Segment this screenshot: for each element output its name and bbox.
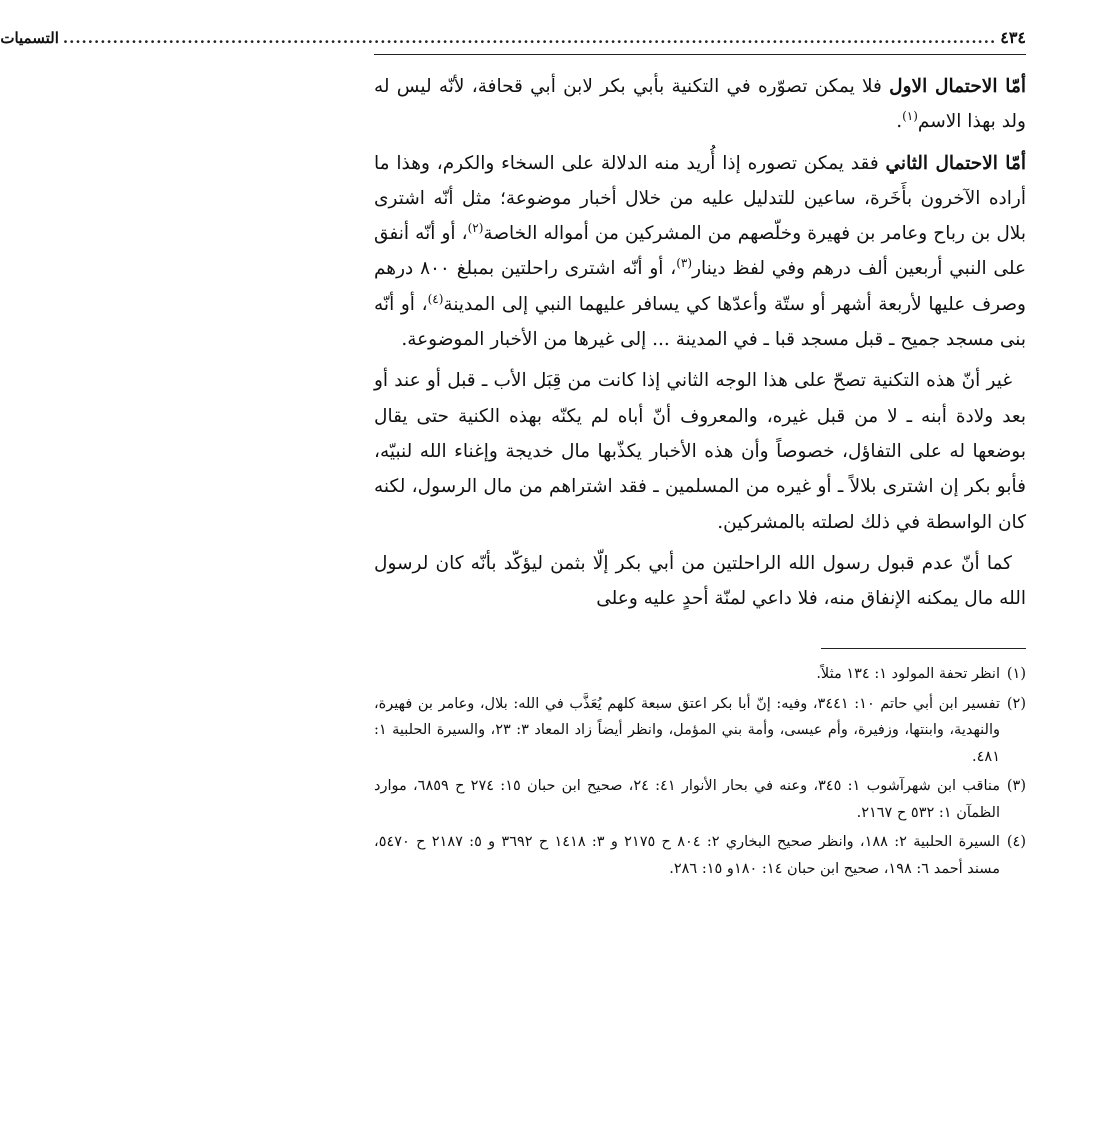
paragraph-lead: أمّا الاحتمال الثاني <box>885 152 1026 174</box>
paragraph-2 <box>374 146 1026 358</box>
footnote-text: انظر تحفة المولود ١: ١٣٤ مثلاً. <box>816 666 1000 683</box>
paragraph-text: ، أو أنّه أنفق على النبي أربعين ألف درهم وفي لفظ دينار <box>374 223 1026 280</box>
footnote-separator <box>821 648 1026 649</box>
footnote-mark: (١) <box>1006 666 1026 683</box>
footnote-text: تفسير ابن أبي حاتم ١٠: ٣٤٤١، وفيه: إنّ أبا بكر اعتق سبعة كلهم يُعَذَّب في الله: بلال، وعامر بن فهيرة، والنهدية، وابنتها، وزفيرة، وأم عيسى، وأمة بني المؤمل، وانظر أيضاً زاد المعاد ٣: ٢٣، والسيرة الحلبية ١: ٤٨١. <box>374 695 1000 765</box>
leader-dots: ...................................................................................................................................................... <box>62 29 997 47</box>
footnote-1 <box>374 661 1026 688</box>
running-header <box>0 28 1026 55</box>
footnote-text: مناقب ابن شهرآشوب ١: ٣٤٥، وعنه في بحار الأنوار ٤١: ٢٤، صحيح ابن حبان ١٥: ٢٧٤ ح ٦٨٥٩، موارد الظمآن ١: ٥٣٢ ح ٢١٦٧. <box>374 778 1001 821</box>
footnote-ref-4[interactable]: (٤) <box>427 291 444 306</box>
footnote-2 <box>374 691 1026 771</box>
paragraph-text: ، أو أنّه بنى مسجد جميح ـ قبل مسجد قبا ـ في المدينة ... إلى غيرها من الأخبار الموضوعة. <box>374 293 1026 351</box>
footnote-text: السيرة الحلبية ٢: ١٨٨، وانظر صحيح البخاري ٢: ٨٠٤ ح ٢١٧٥ و ٣: ١٤١٨ ح ٣٦٩٢ و ٥: ٢١٨٧ ح ٥٤٧٠، مسند أحمد ٦: ١٩٨، صحيح ابن حبان ١٤: ١٨٠و ١٥: ٢٨٦. <box>374 834 1000 877</box>
chapter-title: التسميات <box>0 29 59 47</box>
paragraph-text: فقد يمكن تصوره إذا أُريد منه الدلالة على السخاء والكرم، وهذا ما أراده الآخرون بأَخَرة، ساعين للتدليل عليه من خلال أخبار موضوعة؛ مثل أنّه اشترى بلال بن رباح وعامر بن فهيرة وخلّصهم من المشركين من أمواله الخاصة <box>374 152 1026 245</box>
footnote-mark: (٢) <box>1006 695 1026 712</box>
footnotes <box>374 661 1026 882</box>
paragraph-4: كما أنّ عدم قبول رسول الله الراحلتين من أبي بكر إلّا بثمن ليؤكّد بأنّه كان لرسول الله مال يمكنه الإنفاق منه، فلا داعي لمنّة أحدٍ عليه وعلى <box>374 552 1026 610</box>
paragraph-3: غير أنّ هذه التكنية تصحّ على هذا الوجه الثاني إذا كانت من قِبَل الأب ـ قبل أو عند أو بعد ولادة أبنه ـ لا من قبل غيره، والمعروف أنّ أباه لم يكنّه بهذه الكنية حتى يقال بوضعها له على التفاؤل، خصوصاً وأن هذه الأخبار يكذّبها مال خديجة وإغناء الله لنبيّه، فأبو بكر إن اشترى بلالاً ـ أو غيره من المسلمين ـ فقد اشتراهم من مال الرسول، لكنه كان الواسطة في ذلك لصلته بالمشركين. <box>374 370 1026 533</box>
footnote-mark: (٣) <box>1006 778 1026 795</box>
footnote-4 <box>374 829 1026 882</box>
paragraph-lead: أمّا الاحتمال الاول <box>889 76 1026 97</box>
footnote-mark: (٤) <box>1006 834 1026 851</box>
paragraph-1 <box>374 69 1026 140</box>
footnote-ref-2[interactable]: (٢) <box>467 221 484 236</box>
paragraph-tail: . <box>896 111 903 133</box>
page-number: ٤٣٤ <box>1000 28 1026 47</box>
book-page <box>0 28 1026 885</box>
footnote-ref-1[interactable]: (١) <box>902 109 918 124</box>
footnote-ref-3[interactable]: (٣) <box>676 256 693 271</box>
footnote-3 <box>374 773 1026 826</box>
paragraph-text: فلا يمكن تصوّره في التكنية بأبي بكر لابن أبي قحافة، لأنّه ليس له ولد بهذا الاسم <box>374 76 1026 133</box>
main-text <box>374 69 1026 616</box>
paragraph-text: ، أو أنّه اشترى راحلتين بمبلغ ٨٠٠ درهم وصرف عليها لأربعة أشهر أو ستّة وأعدّها كي يسافر عليهما النبي إلى المدينة <box>374 258 1026 315</box>
